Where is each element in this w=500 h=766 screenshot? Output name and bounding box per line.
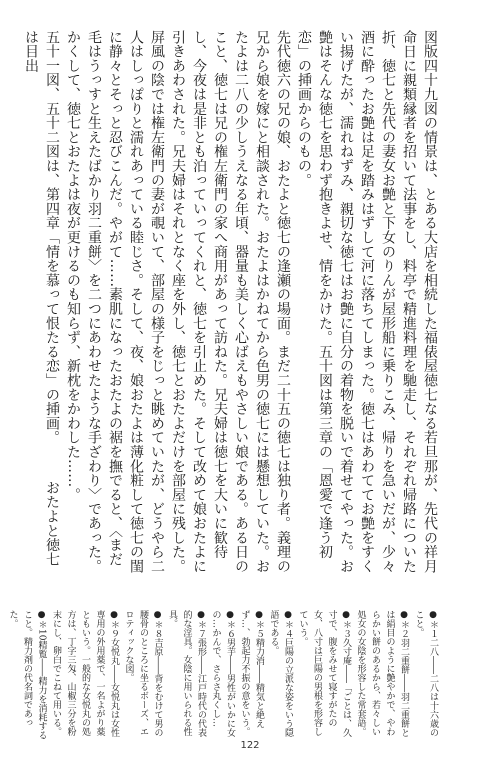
main-paragraph: 五十一図、五十二図は、第四章「情を慕って恨たる恋」の挿画。 おたよと徳七は目出 <box>23 30 60 567</box>
footnote: ●＊10精覧――精力を消耗すること。精力剤の代名詞であった。 <box>7 610 47 740</box>
main-paragraph: 先代徳六の兄の娘、おたよと徳七の逢瀬の場面。まだ二十五の徳七は独り者。義理の兄から娘を嫁にと相談された。おたよはかねてから色男の徳七には懸想していた。おたよは二八の少しうえなる年頃、器量も美しく心ばえもやさしい娘である。ある日のこと、徳七は兄の権左衛門の家へ商用があって訪ねた。兄夫婦は徳七を大いに歓待し、今夜は是非とも泊っていってくれと、徳七を引止めた。そして改めて娘おたよに引きあわされた。兄夫婦はそれとなく座を外し、徳七とおたよだけを部屋に残した。屏風の陰では権左衛門の妻が覗いて、部屋の様子をじっと眺めていたが、どうやら二人はしっぽりと濡れあっている睦じさ。そして、夜、娘おたよは薄化粧して徳七の閨に静々とそっと忍びこんだ。やがて……素肌になったおたよの裾を撫でると、〈まだ毛はうっすと生えたばかり羽二重餅〉を二つにあわせたような手ざわり〉であった。かくして、徳七とおたよは夜が更けるのも知らず、新枕をかわした……。 <box>65 30 291 574</box>
footnote: ●＊６男芋――男性がいかに女の…かんで、さらさ丸くし… <box>210 610 235 737</box>
page-number: 122 <box>240 740 260 751</box>
footnote: ●＊４巨陽の立派な姿をいう隠語である。 <box>268 610 293 737</box>
footnote: ●＊５精力消――精気と絶えず…、勃起力不振の意をいう。 <box>239 610 264 736</box>
footnote: ●＊１二八――二八は十六歳のこと。 <box>413 610 438 737</box>
footnote: ●＊７張形――江戸時代の代表的な淫具。女陰に用いられる性具。 <box>167 610 206 737</box>
footnote: ●＊３久寸庵――「ごとは、久寸で、腹をみせて寝すがたの女、八寸は巨陽の男根を形容していう。 <box>297 610 351 737</box>
footnotes-block <box>7 610 440 740</box>
footnote: ●＊９女悦丸――女悦丸は女性専用の外用薬で、一名よがり薬ともいう。一般的な女悦丸の処方は、丁字三匁、山椒三分を粉末にし、卵白でこねて用いる。 <box>51 610 119 737</box>
footnote: ●＊８吉原――背をむけて男の腰骨のところに坐るボーズ、エロティックな図。 <box>123 610 163 737</box>
main-paragraph: 図版四十九図の情景は、とある大店を相続した福俵屋徳七なる若旦那が、先代の祥月命日に親類縁者を招いて法事をし、料亭で精進料理を馳走し、それぞれ帰路についた折、徳七と先代の妻女お艶と下女のりんが屋形船に乗りこみ、帰りを急いだが、少々酒に酔ったお艶は足を踏みはずして河に落ちてしまった。徳七はあわててお艶をすくい揚げたが、濡れねずみ、親切な徳七はお艶に自分の着物を脱いで着せてやった。お艶はそんな徳七を思わず抱きよせ、情をかけた。五十図は第三章の「恩愛で逢う初恋」の挿画からのもの。 <box>296 30 438 574</box>
footnote: ●＊２羽二重餅――羽二重餅とは絹目のように艶やかで、やわらかい餅のあるから、若々しい処女の女陰を形容した常套語。 <box>355 610 409 737</box>
main-text-block <box>23 30 440 578</box>
